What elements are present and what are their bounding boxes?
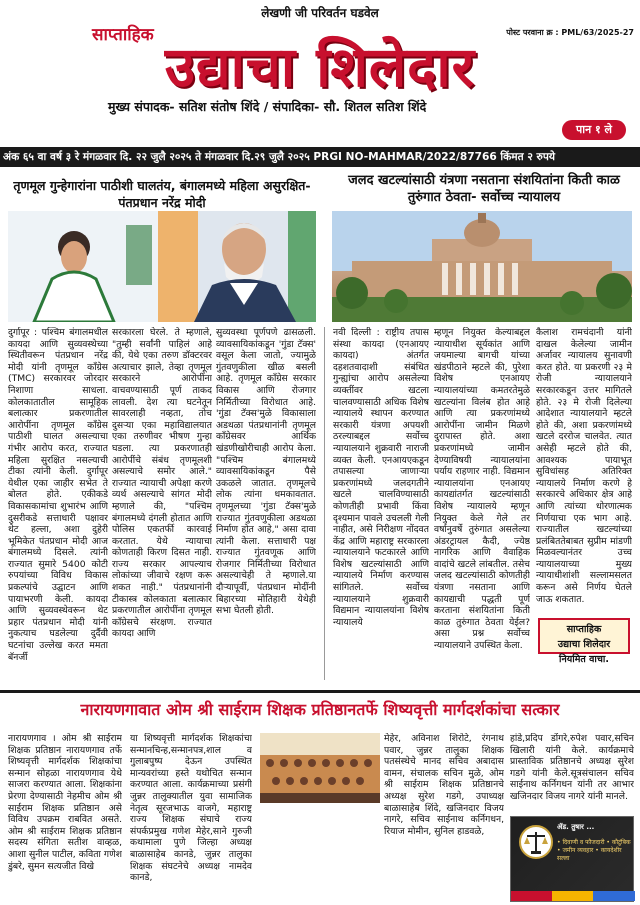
story2-column-3: कैलाश रामचंदानी यांनी दाखल केलेल्या जामीन अर्जावर न्यायालय सुनावणी करत होते. या प्रकरणी २३ मे रोजी न्यायालयाने सरकारकडून उत्तर मागितले होते. २३ मे रोजी दिलेल्या आदेशात न्यायालयाने म्हटले होते की, अशा प्रकरणांमध्ये खटले दररोज चालवेत. त्यात असेही म्हटले होते की, आवश्यक पायाभूत सुविधांसह अतिरिक्त न्यायालये निर्माण करणे हे सरकारचे अधिकार क्षेत्र आहे आणि त्यांच्या धोरणात्मक निर्णयाचा एक भाग आहे. राज्यातील खटल्यांच्या प्रलंबिततेबाबत सुप्रीम मांडणी मिळवल्यानंतर उच्च न्यायालयाच्या मुख्य न्यायाधीशांशी सल्लामसलत करून असे निर्णय घेतले जाऊ शकतात. bbox=[536, 327, 632, 605]
story3-group-photo bbox=[260, 733, 380, 803]
ad-title: ॲड. तुषार ... bbox=[557, 823, 595, 831]
story2-column-1: नवी दिल्ली : राष्ट्रीय तपास संस्था कायदा (एनआयए कायदा) अंतर्गत दहशतवादाशी संबंधित गुन्ह्यांचा आरोप असलेल्या व्यक्तींवर खटला चालवण्यासाठी अधिक विशेष न्यायालये स्थापन करण्यात सरकारी यंत्रणा अपयशी ठरल्याबद्दल सर्वोच्च न्यायालयाने शुक्रवारी नाराजी व्यक्त केली. एनआयएकडून तपासल्या जाणाऱ्या प्रकरणांमध्ये जलदगतीने खटले चालविण्यासाठी कोणतीही प्रभावी किंवा दृश्यमान पावले उचलली गेली नाहीत, असे निरीक्षण नोंदवत केंद्र आणि महाराष्ट्र सरकारला न्यायालयाने फटकारले आणि विशेष खटल्यांसाठी आणि न्यायालये निर्माण करण्यास सांगितले. सर्वोच्च न्यायालयाने शुक्रवारी विद्यमान न्यायालयांना विशेष न्यायालये bbox=[333, 327, 429, 628]
story1-column-1: दुर्गापूर : पश्चिम बंगालमधील कायदा आणि सुव्यवस्थेच्या स्थितीवरून पंतप्रधान नरेंद्र मोदी यांनी तृणमूल काँग्रेस (TMC) सरकारवर जोरदार निशाणा साधला. कोलकातातील सामूहिक बलात्कार प्रकरणातील आरोपींना तृणमूल काँग्रेस पाठीशी घालत असल्याचा गंभीर आरोप करत, राज्यात महिला सुरक्षित नसल्याची टीका त्यांनी केली. दुर्गापूर येथील एका जाहीर सभेत ते बोलत होते. एकीकडे विकासकामांचा शुभारंभ आणि दुसरीकडे सत्ताधारी पक्षावर थेट हल्ला, अशा दुहेरी भूमिकेत पंतप्रधान मोदी आज बंगालमध्ये दिसले. त्यांनी राज्यात सुमारे 5400 कोटी रुपयांच्या विविध विकास प्रकल्पांचे उद्घाटन आणि पायाभरणी केली. कायदा आणि सुव्यवस्थेवरून थेट प्रहार पंतप्रधान मोदी यांनी नुकत्याच घडलेल्या दुर्दैवी घटनांचा उल्लेख करत ममता बॅनर्जी bbox=[8, 327, 108, 663]
promo-line-3: नियमित वाचा. bbox=[559, 654, 609, 665]
story3-headline[interactable]: नारायणगावात ओम श्री साईराम शिक्षक प्रतिष्ठानतर्फे शिष्यवृत्ती मार्गदर्शकांचा सत्कार bbox=[80, 700, 560, 719]
weekly-label: साप्ताहिक bbox=[92, 25, 154, 45]
page-number-badge: पान १ ले bbox=[562, 120, 626, 140]
issue-dateline: अंक ६५ वा वर्ष ३ रे मंगळवार दि. २२ जुलै २०२५ ते मंगळवार दि.२९ जुलै २०२५ PRGI NO-MAHMAR/2022/87766 किंमत २ रुपये bbox=[0, 147, 640, 167]
ad-services: • दिवाणी व फौजदारी • कौटुंबिक • जमीन व्यवहार • कायदेशीर सल्ला bbox=[557, 839, 631, 862]
story3-column-2: या शिष्यवृत्ती मार्गदर्शक शिक्षकांचा सन्मानचिन्ह,सन्मानपत्र,शाल व गुलाबपुष्प देऊन उपस्थित मान्यवरांच्या हस्ते यथोचित सन्मान करण्यात आला. कार्यक्रमाच्या प्रसंगी जुन्नर तालुक्यातील युवा सामाजिक नेतृत्व सूरजभाऊ वाजगे, महाराष्ट्र राज्य शिक्षक संघाचे राज्य संपर्कप्रमुख गणेश मेहेर,साने गुरुजी कथामाला पुणे जिल्हा अध्यक्ष बाळासाहेब कानडे, जुन्नर तालुका शिक्षक संघटनेचे अध्यक्ष नामदेव कानडे, bbox=[130, 733, 252, 884]
story1-column-3: सुव्यवस्था पूर्णपणे ढासळली. व्यावसायिकांकडून 'गुंडा टॅक्स' वसूल केला जातो, ज्यामुळे गुंतवणुकीला खीळ बसली आहे. तृणमूल काँग्रेस सरकार विकास आणि रोजगार निर्मितीच्या विरोधात आहे. 'गुंडा टॅक्स'मुळे विकासाला अडथळा पंतप्रधानांनी तृणमूल काँग्रेसवर आर्थिक खंडणीखोरीचाही आरोप केला. "पश्चिम बंगालमध्ये व्यावसायिकांकडून पैसे उकळले जातात. तृणमूलचे लोक त्यांना धमकावतात. तृणमूलच्या 'गुंडा टॅक्स'मुळे राज्यात गुंतवणुकीला अडथळा निर्माण होत आहे," असा दावा त्यांनी केला. सत्ताधारी पक्ष राज्यात गुंतवणूक आणि रोजगार निर्मितीच्या विरोधात असल्याचेही ते म्हणाले.या दौऱ्यापूर्वी, पंतप्रधान मोदींनी बिहारच्या मोतिहारी येथेही सभा घेतली होती. bbox=[216, 327, 316, 617]
column-divider bbox=[324, 327, 325, 680]
scales-icon-art bbox=[521, 827, 551, 857]
story3-column-4: हांडे,प्रदिप डोंगरे,रुपेश पवार,सचिन खिलारी यांनी केले. कार्यक्रमाचे प्रास्ताविक प्रतिष्ठानचे अध्यक्ष सुरेश गडगे यांनी केले.सूत्रसंचालन सचिव साईनाथ कर्निगधन यांनी तर आभार खजिनदार विजय नागरे यांनी मानले. bbox=[510, 733, 634, 802]
story2-photo bbox=[332, 211, 632, 322]
newspaper-title: उद्याचा शिलेदार bbox=[164, 34, 476, 99]
advocate-advertisement[interactable] bbox=[510, 816, 634, 902]
story1-photo bbox=[8, 211, 316, 322]
promo-line-2: उद्याचा शिलेदार bbox=[557, 639, 611, 650]
story2-headline[interactable]: जलद खटल्यांसाठी यंत्रणा नसताना संशयितांना किती काळ तुरुंगात ठेवता- सर्वोच्च न्यायालय bbox=[348, 173, 620, 205]
story3-column-1: नारायणगाव । ओम श्री साईराम शिक्षक प्रतिष्ठान नारायणगाव तर्फे शिष्यवृत्ती मार्गदर्शक शिक्षकांचा सन्मान सोहळा नारायणगाव येथे साजरा करण्यात आला. शिक्षकांना प्रेरणा देण्यासाठी नेहमीच ओम श्री साईराम शिक्षक प्रतिष्ठान असे विविध उपक्रम राबवित असते. ओम श्री साईराम शिक्षक प्रतिष्ठान सदस्य संगिता सतीश वाव्हळ, आशा सुनील पाटील, कविता गणेश डुंबरे, सुमन सत्यजीत विखे bbox=[8, 733, 122, 872]
section-divider bbox=[0, 690, 640, 693]
motto: लेखणी जी परिवर्तन घडवेल bbox=[261, 6, 379, 20]
story3-column-3: मेहेर, अविनाश शिरोटे, रंगनाथ पवार, जुन्नर तालुका शिक्षक पतसंस्थेचे मानद सचिव अबादास वामन, संचालक सचिन मुळे, ओम श्री साईराम शिक्षक प्रतिष्ठानचे अध्यक्ष सुरेश गडगे, उपाध्यक्ष बाळासाहेब शिंदे, खजिनदार विजय नागरे, सचिव साईनाथ कर्निगधन, रियाज मोमीन, सुनिल हाडवळे, bbox=[384, 733, 504, 837]
scales-of-justice-icon bbox=[519, 825, 553, 859]
group-photo-art bbox=[260, 733, 380, 803]
promo-line-1: साप्ताहिक bbox=[566, 624, 602, 635]
postal-registration: पोस्ट परवाना क्र : PML/63/2025-27 bbox=[506, 28, 634, 37]
story1-headline[interactable]: तृणमूल गुन्हेगारांना पाठीशी घालतंय, बंगालमध्ये महिला असुरक्षित- पंतप्रधान नरेंद्र मोदी bbox=[13, 178, 311, 210]
story1-column-2: सरकारला घेरले. ते म्हणाले, "तुम्ही सर्वांनी पाहिलं आहे की, येथे एका तरुण डॉक्टरवर अत्याचार झाले, तेव्हा तृणमूल सरकारने आरोपींना वाचवण्यासाठी पूर्ण ताकद लावली. देश त्या घटनेतून सावरलाही नव्हता, तोच दुसऱ्या एका महाविद्यालयात एका तरुणीवर भीषण गुन्हा घडला. त्या प्रकरणातही आरोपींचे संबंध तृणमूलशी असल्याचे समोर आले." राज्यात न्यायाची अपेक्षा करणे व्यर्थ असल्याचे सांगत मोदी म्हणाले की, "पश्चिम बंगालमध्ये दंगली होतात आणि पोलिस एकतर्फी कारवाई करतात. येथे न्यायाचा कोणताही किरण दिसत नाही. राज्य सरकार आपल्याच लोकांच्या जीवाचे रक्षण करू शकत नाही." पंतप्रधानांनी टीकास्त्र कोलकाता बलात्कार प्रकरणातील आरोपींना तृणमूल काँग्रेसचे संरक्षण. राज्यात कायदा आणि bbox=[112, 327, 212, 640]
supreme-court-building bbox=[332, 211, 632, 322]
editors-line: मुख्य संपादक- सतिश संतोष शिंदे / संपादिका- सौ. शितल सतिश शिंदे bbox=[108, 99, 427, 114]
story2-column-2: म्हणून नियुक्त केल्याबद्दल न्यायाधीश सूर्यकांत आणि जयमाल्या बागची यांच्या खंडपीठाने म्हटले की, पुरेशा विशेष एनआयए न्यायालयांच्या कमतरतेमुळे खटल्यांना विलंब होत आहे आणि त्या प्रकरणांमध्ये आरोपींना जामीन मिळणे दुरापास्त होते. अशा प्रकरणांमध्ये जामीन देण्याविषयी न्यायालयांना पर्याय राहणार नाही. विद्यमान न्यायालयांना एनआयए कायद्यांतर्गत खटल्यांसाठी विशेष न्यायालये म्हणून नियुक्त केले गेले तर वर्षानुवर्षे तुरुंगात असलेल्या अंडरट्रायल कैदी, ज्येष्ठ नागरिक आणि वैवाहिक वादांचे खटले लांबतील. तसेच जलद खटल्यांसाठी कोणतीही यंत्रणा नसताना आणि कायद्याची पद्धती पूर्ण करताना संशयितांना किती काळ तुरुंगात ठेवता येईल? असा प्रश्न सर्वोच्च न्यायालयाने उपस्थित केला. bbox=[434, 327, 530, 652]
story1-photo-art bbox=[8, 211, 316, 322]
ad-color-bar bbox=[511, 891, 635, 901]
subscribe-promo bbox=[538, 618, 630, 665]
